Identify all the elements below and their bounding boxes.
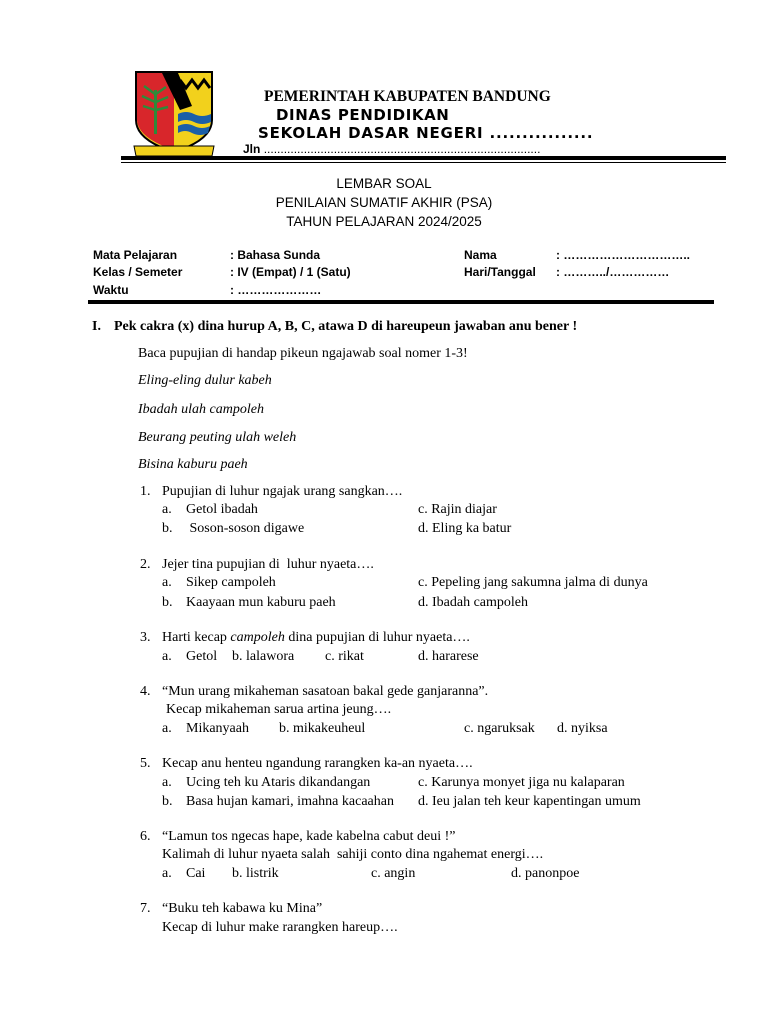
option-letter-a: a. xyxy=(162,502,172,517)
subject-label: Mata Pelajaran xyxy=(93,248,178,262)
poem-line: Beurang peuting ulah weleh xyxy=(138,430,297,445)
address-dots: ................................................................................... xyxy=(263,142,541,156)
option-letter-a: a. xyxy=(162,649,172,664)
question-text: “Lamun tos ngecas hape, kade kabelna cabut deui !” xyxy=(162,829,456,844)
option-b: Basa hujan kamari, imahna kacaahan xyxy=(186,794,394,809)
name-label: Nama xyxy=(464,248,497,262)
class-label: Kelas / Semeter xyxy=(93,265,183,279)
option-a: Getol xyxy=(186,649,218,664)
option-letter-b: b. xyxy=(162,595,173,610)
option-letter-a: a. xyxy=(162,775,172,790)
section-instruction-text: Pek cakra (x) dina hurup A, B, C, atawa D di hareupeun jawaban anu bener ! xyxy=(114,319,578,334)
title-line-3: TAHUN PELAJARAN 2024/2025 xyxy=(286,214,482,229)
question-text-italic: campoleh xyxy=(230,630,285,645)
option-d: d. hararese xyxy=(418,649,479,664)
title-line-2: PENILAIAN SUMATIF AKHIR (PSA) xyxy=(275,195,493,210)
option-b: b. listrik xyxy=(232,866,279,881)
address-label: Jln xyxy=(243,142,261,156)
document-title xyxy=(0,174,768,231)
option-a: Cai xyxy=(186,866,206,881)
option-d: d. panonpoe xyxy=(511,866,580,881)
option-c: c. Pepeling jang sakumna jalma di dunya xyxy=(418,575,648,590)
school-heading: SEKOLAH DASAR NEGERI ................ xyxy=(258,124,594,142)
poem-line: Eling-eling dulur kabeh xyxy=(138,373,272,388)
option-a: Sikep campoleh xyxy=(186,575,276,590)
question-text xyxy=(162,630,470,646)
question-number: 5. xyxy=(140,756,151,771)
question-number: 7. xyxy=(140,901,151,916)
option-b: Kaayaan mun kaburu paeh xyxy=(186,595,336,610)
question-text-2: Kecap di luhur make rarangken hareup…. xyxy=(162,920,398,935)
option-letter-b: b. xyxy=(162,521,173,536)
question-text: Kecap anu henteu ngandung rarangken ka-an nyaeta…. xyxy=(162,756,473,771)
question-text-2: Kecap mikaheman sarua artina jeung…. xyxy=(166,702,392,717)
poem-line: Bisina kaburu paeh xyxy=(138,457,248,472)
section-instruction xyxy=(92,319,577,335)
option-letter-a: a. xyxy=(162,575,172,590)
question-number: 3. xyxy=(140,630,151,645)
subject-value: : Bahasa Sunda xyxy=(230,248,321,262)
option-letter-a: a. xyxy=(162,866,172,881)
option-d: d. Eling ka batur xyxy=(418,521,512,536)
option-d: d. Ieu jalan teh keur kapentingan umum xyxy=(418,794,641,809)
address-line xyxy=(243,142,540,156)
government-heading: PEMERINTAH KABUPATEN BANDUNG xyxy=(264,88,551,105)
class-value: : IV (Empat) / 1 (Satu) xyxy=(230,265,351,279)
time-label: Waktu xyxy=(93,283,129,297)
option-c: c. ngaruksak xyxy=(464,721,535,736)
option-a: Ucing teh ku Ataris dikandangan xyxy=(186,775,371,790)
header-rule-thin xyxy=(121,162,726,163)
option-d: d. Ibadah campoleh xyxy=(418,595,529,610)
question-text-start: Harti kecap xyxy=(162,630,231,645)
option-c: c. angin xyxy=(371,866,416,881)
name-value: : ………………………….. xyxy=(556,248,690,262)
question-text: “Mun urang mikaheman sasatoan bakal gede ganjaranna”. xyxy=(162,684,489,699)
question-text: Pupujian di luhur ngajak urang sangkan…. xyxy=(162,484,403,499)
question-text-2: Kalimah di luhur nyaeta salah sahiji conto dina ngahemat energi…. xyxy=(162,847,544,862)
poem-line: Ibadah ulah campoleh xyxy=(138,402,264,417)
question-text-end: dina pupujian di luhur nyaeta…. xyxy=(284,630,470,645)
option-b: b. lalawora xyxy=(232,649,295,664)
option-b: b. mikakeuheul xyxy=(279,721,366,736)
option-c: c. rikat xyxy=(325,649,364,664)
date-label: Hari/Tanggal xyxy=(464,265,536,279)
option-b: Soson-soson digawe xyxy=(186,521,305,536)
time-value: : ………………… xyxy=(230,283,322,297)
identity-rule xyxy=(88,300,714,304)
question-number: 4. xyxy=(140,684,151,699)
date-value: : ………../…………… xyxy=(556,265,670,279)
option-c: c. Rajin diajar xyxy=(418,502,497,517)
question-number: 1. xyxy=(140,484,151,499)
option-c: c. Karunya monyet jiga nu kalaparan xyxy=(418,775,625,790)
header-rule-thick xyxy=(121,156,726,160)
question-text: Jejer tina pupujian di luhur nyaeta…. xyxy=(162,557,374,572)
regency-logo xyxy=(132,70,216,160)
question-number: 6. xyxy=(140,829,151,844)
option-a: Getol ibadah xyxy=(186,502,258,517)
title-line-1: LEMBAR SOAL xyxy=(336,176,432,191)
reading-intro: Baca pupujian di handap pikeun ngajawab soal nomer 1-3! xyxy=(138,346,468,361)
option-d: d. nyiksa xyxy=(557,721,608,736)
option-letter-a: a. xyxy=(162,721,172,736)
section-number: I. xyxy=(92,319,101,334)
option-letter-b: b. xyxy=(162,794,173,809)
option-a: Mikanyaah xyxy=(186,721,249,736)
question-number: 2. xyxy=(140,557,151,572)
question-text: “Buku teh kabawa ku Mina” xyxy=(162,901,323,916)
agency-heading: DINAS PENDIDIKAN xyxy=(276,106,450,124)
